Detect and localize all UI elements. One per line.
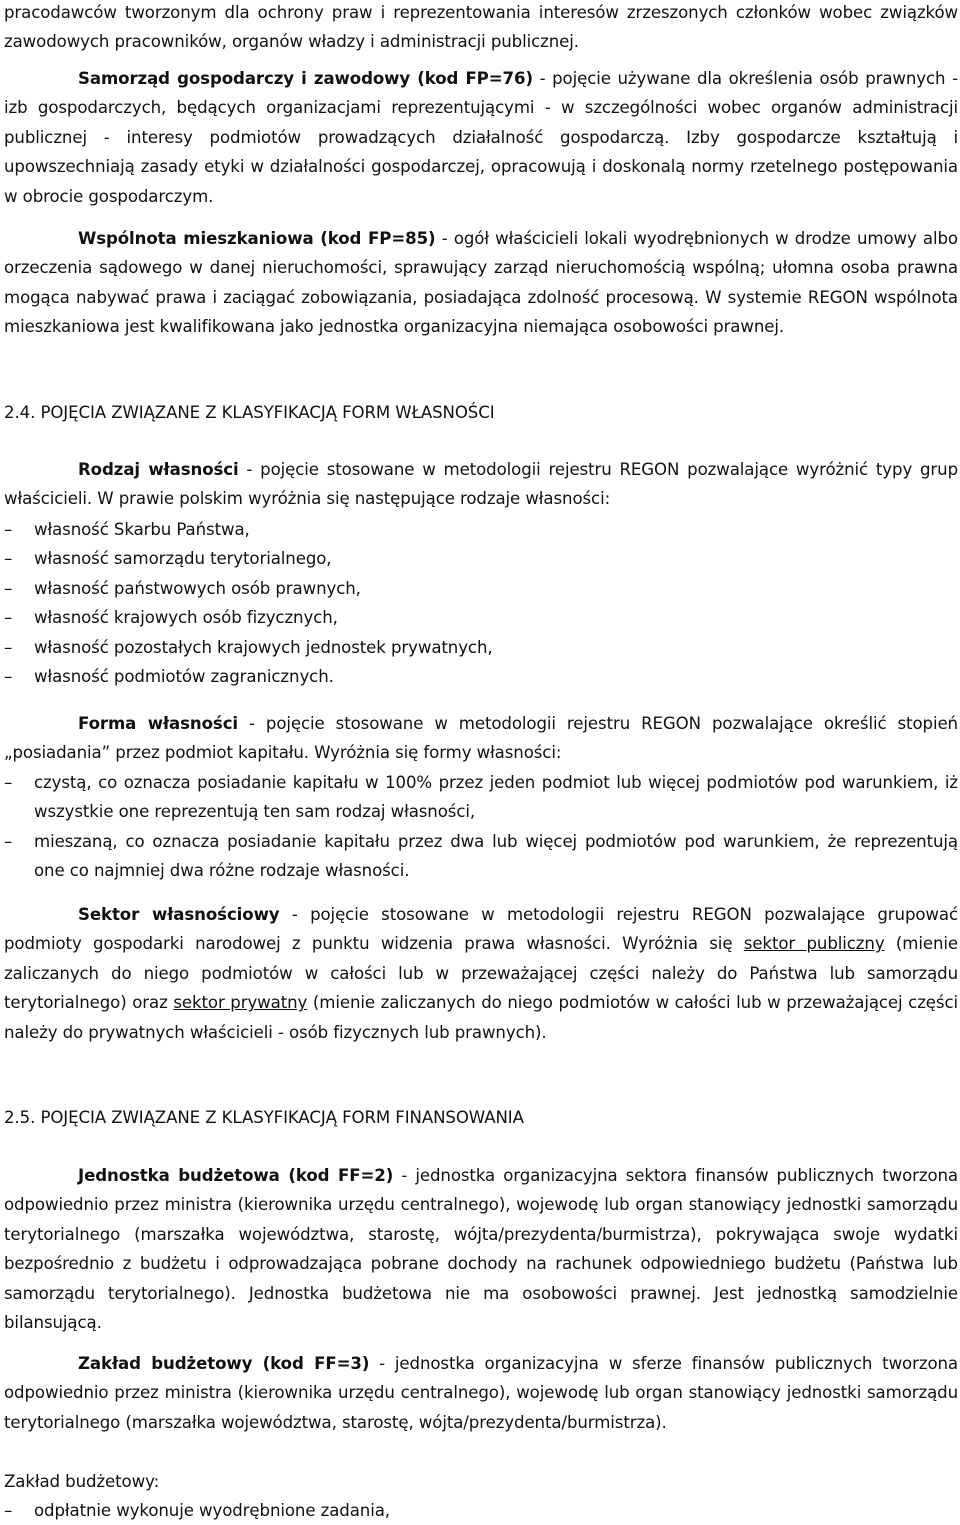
zaklad-label: Zakład budżetowy: (4, 1472, 160, 1491)
term-samorzad: Samorząd gospodarczy i zawodowy (kod FP=76) (78, 69, 533, 88)
dash-bullet: – (4, 520, 13, 539)
dash-bullet: – (4, 549, 13, 569)
list-zaklad (4, 1496, 958, 1525)
list-item: – odpłatnie wykonuje wyodrębnione zadania, (4, 1496, 958, 1525)
paragraph-zaklad (4, 1349, 958, 1437)
list-item: – własność państwowych osób prawnych, (4, 574, 958, 603)
dash-bullet: – (4, 667, 13, 687)
dash-bullet: – (4, 831, 13, 851)
paragraph-text: pracodawców tworzonym dla ochrony praw i reprezentowania interesów zrzeszonych członków wobec związków zawodowych pracowników, organów władzy i administracji publicznej. (4, 3, 958, 52)
section-heading-2-5: 2.5. POJĘCIA ZWIĄZANE Z KLASYFIKACJĄ FORM FINANSOWANIA (4, 1108, 524, 1127)
dash-bullet: – (4, 578, 13, 598)
definition-samorzad: - pojęcie używane dla określenia osób prawnych - izb gospodarczych, będących organizacjami reprezentującymi - w szczególności wobec organów administracji publicznej - interesy podmiotów prowadzących działalność gospodarczą. Izby gospodarcze kształtują i upowszechniają zasady etyki w działalności gospodarczej, opracowują i doskonalą normy rzetelnego postępowania w obrocie gospodarczym. (4, 69, 958, 206)
list-item: – własność samorządu terytorialnego, (4, 544, 958, 573)
term-zaklad: Zakład budżetowy (kod FF=3) (78, 1354, 370, 1373)
term-sektor: Sektor własnościowy (78, 905, 280, 924)
paragraph-samorzad (4, 64, 958, 211)
list-item: – mieszaną, co oznacza posiadanie kapitału przez dwa lub więcej podmiotów pod warunkiem, że reprezentują one co najmniej dwa różne rodzaje własności. (4, 827, 958, 886)
paragraph-rodzaj (4, 455, 958, 514)
definition-forma: - pojęcie stosowane w metodologii rejestru REGON pozwalające określić stopień „posiadania” przez podmiot kapitału. Wyróżnia się formy własności: (4, 714, 958, 763)
list-item: – własność pozostałych krajowych jednostek prywatnych, (4, 633, 958, 662)
definition-rodzaj: - pojęcie stosowane w metodologii rejestru REGON pozwalające wyróżnić typy grup właścicieli. W prawie polskim wyróżnia się następujące rodzaje własności: (4, 460, 958, 509)
term-sektor-publiczny: sektor publiczny (743, 934, 885, 954)
definition-zaklad: - jednostka organizacyjna w sferze finansów publicznych tworzona odpowiednio przez ministra (kierownika urzędu centralnego), wojewodę lub organ stanowiący jednostki samorządu terytorialnego (marszałka województwa, starostę, wójta/prezydenta/burmistrza). (4, 1354, 958, 1432)
term-forma: Forma własności (78, 714, 239, 733)
paragraph-wspolnota (4, 224, 958, 342)
dash-bullet: – (4, 1501, 13, 1520)
definition-jednostka: - jednostka organizacyjna sektora finansów publicznych tworzona odpowiednio przez ministra (kierownika urzędu centralnego), wojewodę lub organ stanowiący jednostki samorządu terytorialnego (marszałka województwa, starostę, wójta/prezydenta/burmistrza), pokrywająca swoje wydatki bezpośrednio z budżetu i odprowadzająca pobrane dochody na rachunek odpowiedniego budżetu (Państwa lub samorządu terytorialnego). Jednostka budżetowa nie ma osobowości prawnej. Jest jednostką samodzielnie bilansującą. (4, 1166, 958, 1333)
paragraph-top (4, 0, 958, 57)
list-item: – własność krajowych osób fizycznych, (4, 603, 958, 632)
paragraph-jednostka (4, 1161, 958, 1337)
term-jednostka: Jednostka budżetowa (kod FF=2) (78, 1166, 394, 1185)
list-formy-wlasnosci (4, 768, 958, 886)
dash-bullet: – (4, 608, 13, 628)
section-heading-2-4: 2.4. POJĘCIA ZWIĄZANE Z KLASYFIKACJĄ FORM WŁASNOŚCI (4, 403, 495, 422)
paragraph-sektor: Sektor własnościowy - pojęcie stosowane w metodologii rejestru REGON pozwalające grupować podmioty gospodarki narodowej z punktu widzenia prawa własności. Wyróżnia się sektor publiczny (mienie zaliczanych do niego podmiotów w całości lub w przeważającej części należy do Państwa lub samorządu terytorialnego) oraz sektor prywatny (mienie zaliczanych do niego podmiotów w całości lub w przeważającej części należy do prywatnych właścicieli - osób fizycznych lub prawnych). (4, 905, 958, 1042)
list-item: – własność podmiotów zagranicznych. (4, 662, 958, 691)
list-item: – czystą, co oznacza posiadanie kapitału w 100% przez jeden podmiot lub więcej podmiotów pod warunkiem, iż wszystkie one reprezentują ten sam rodzaj własności, (4, 768, 958, 827)
term-rodzaj: Rodzaj własności (78, 460, 239, 479)
term-wspolnota: Wspólnota mieszkaniowa (kod FP=85) (78, 229, 436, 248)
dash-bullet: – (4, 637, 13, 657)
definition-wspolnota: - ogół właścicieli lokali wyodrębnionych w drodze umowy albo orzeczenia sądowego w danej nieruchomości, sprawujący zarząd nieruchomością wspólną; ułomna osoba prawna mogąca nabywać prawa i zaciągać zobowiązania, posiadająca zdolność procesową. W systemie REGON wspólnota mieszkaniowa jest kwalifikowana jako jednostka organizacyjna niemająca osobowości prawnej. (4, 229, 958, 337)
term-sektor-prywatny: sektor prywatny (173, 993, 308, 1013)
list-rodzaje-wlasnosci (4, 515, 958, 691)
paragraph-forma (4, 709, 958, 768)
list-item: – własność Skarbu Państwa, (4, 515, 958, 544)
dash-bullet: – (4, 773, 13, 792)
